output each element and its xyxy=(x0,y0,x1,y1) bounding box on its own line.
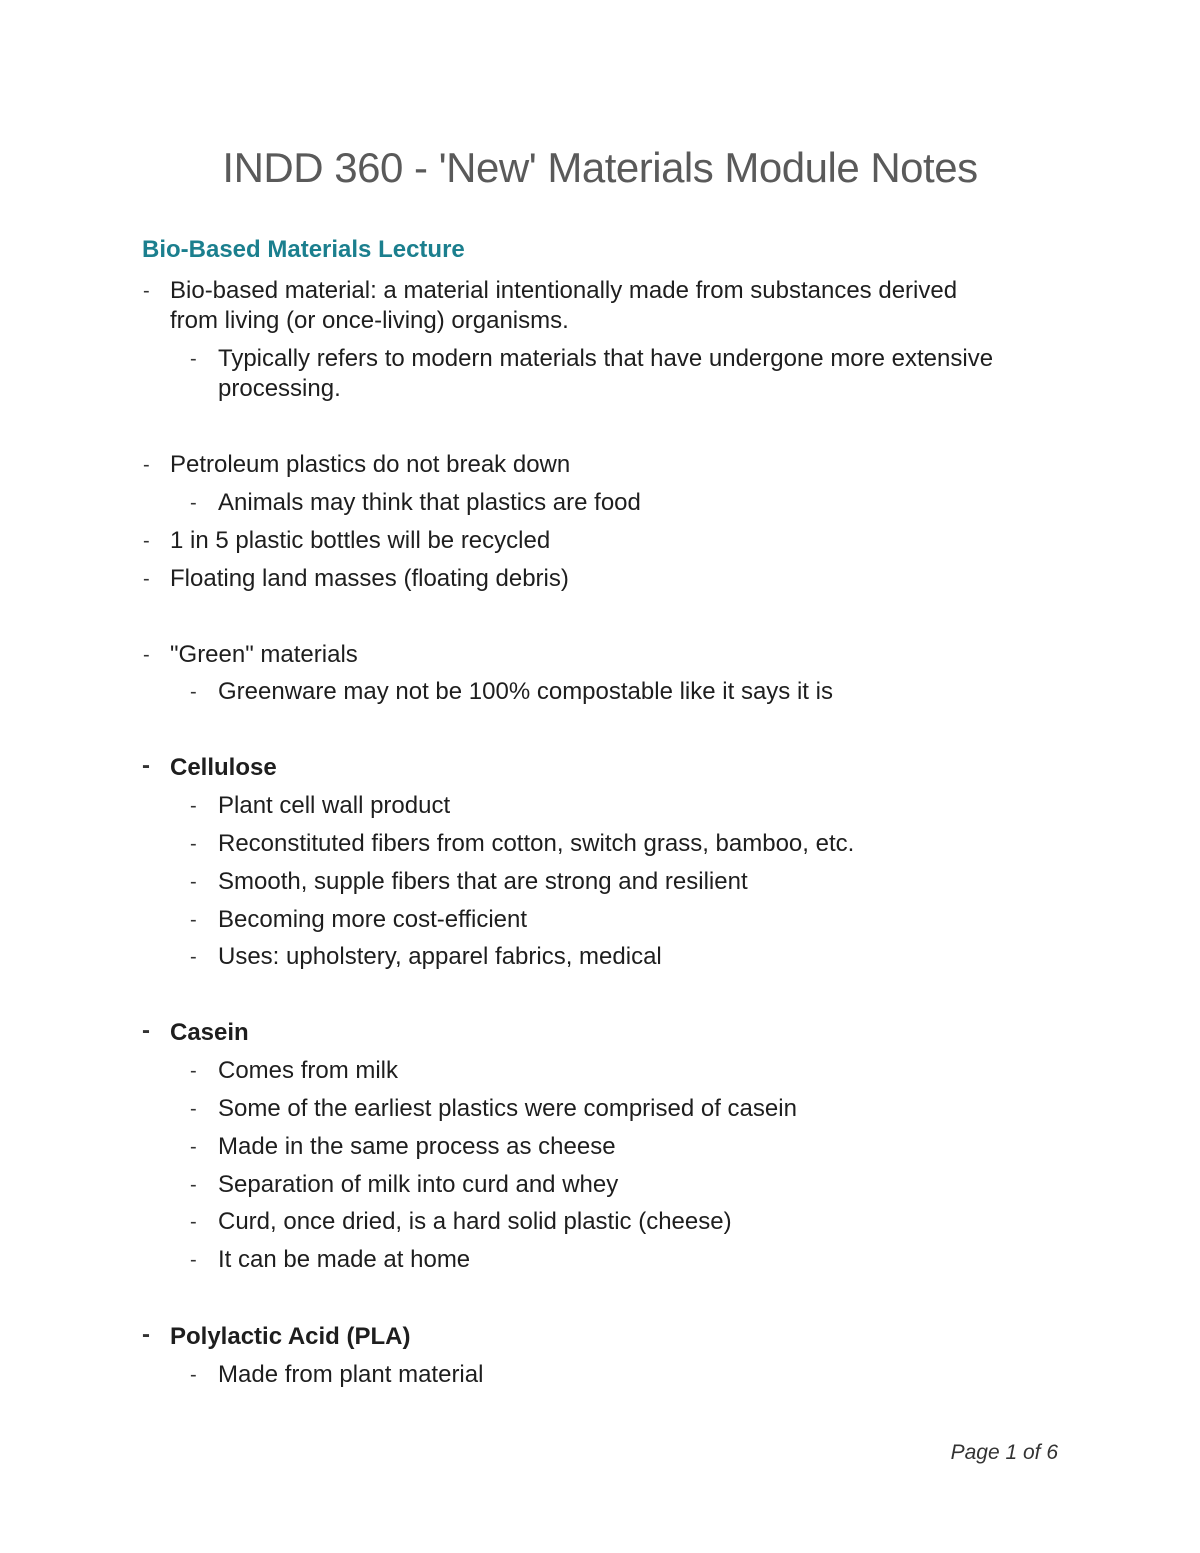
bullet-dash: - xyxy=(190,1211,197,1233)
bullet-dash: - xyxy=(190,909,197,931)
list-item-text: Typically refers to modern materials that have undergone more extensive xyxy=(218,345,994,372)
list-subitem xyxy=(190,829,855,859)
list-item-text: Separation of milk into curd and whey xyxy=(218,1171,619,1198)
list-subitem xyxy=(190,905,528,935)
list-item-text: Made from plant material xyxy=(218,1361,484,1388)
list-heading-cellulose xyxy=(142,752,277,783)
document-title: INDD 360 - 'New' Materials Module Notes xyxy=(222,144,978,191)
list-item-text: Curd, once dried, is a hard solid plastic (cheese) xyxy=(218,1208,732,1235)
list-item-text: Comes from milk xyxy=(218,1057,399,1084)
list-item-text: "Green" materials xyxy=(170,641,358,668)
list-item-text: Becoming more cost-efficient xyxy=(218,906,528,933)
list-subitem xyxy=(190,1132,616,1162)
section-heading: Bio-Based Materials Lecture xyxy=(142,236,465,263)
list-subitem xyxy=(190,488,641,518)
list-item-text: Reconstituted fibers from cotton, switch grass, bamboo, etc. xyxy=(218,830,855,857)
list-item xyxy=(143,276,958,306)
bullet-dash: - xyxy=(190,795,197,817)
list-heading-text: Casein xyxy=(170,1019,249,1046)
list-item-text: Some of the earliest plastics were comprised of casein xyxy=(218,1095,797,1122)
list-subitem xyxy=(190,344,994,374)
list-item-text: Petroleum plastics do not break down xyxy=(170,451,571,478)
list-item-text: Smooth, supple fibers that are strong and resilient xyxy=(218,868,748,895)
list-subitem xyxy=(190,942,662,972)
list-item-text: It can be made at home xyxy=(218,1246,471,1273)
list-item xyxy=(143,450,571,480)
list-heading-casein xyxy=(142,1017,249,1048)
list-item-text: from living (or once-living) organisms. xyxy=(170,307,569,334)
bullet-dash: - xyxy=(143,454,150,476)
list-subitem xyxy=(190,1056,399,1086)
bullet-dash: - xyxy=(190,833,197,855)
list-item-text: Greenware may not be 100% compostable like it says it is xyxy=(218,678,833,705)
bullet-dash: - xyxy=(143,530,150,552)
list-subitem-continuation xyxy=(218,374,341,404)
bullet-dash: - xyxy=(142,1017,150,1044)
list-item-text: Bio-based material: a material intentionally made from substances derived xyxy=(170,277,958,304)
bullet-dash: - xyxy=(143,568,150,590)
list-subitem xyxy=(190,677,833,707)
bullet-dash: - xyxy=(190,348,197,370)
bullet-dash: - xyxy=(143,280,150,302)
list-subitem xyxy=(190,867,748,897)
list-subitem xyxy=(190,1094,797,1124)
list-item-text: Plant cell wall product xyxy=(218,792,451,819)
list-subitem xyxy=(190,791,451,821)
list-item-continuation xyxy=(170,306,569,336)
page-number: Page 1 of 6 xyxy=(950,1441,1058,1464)
list-item-text: Floating land masses (floating debris) xyxy=(170,565,569,592)
bullet-dash: - xyxy=(190,1249,197,1271)
bullet-dash: - xyxy=(142,752,150,779)
bullet-dash: - xyxy=(143,644,150,666)
bullet-dash: - xyxy=(190,871,197,893)
bullet-dash: - xyxy=(190,946,197,968)
bullet-dash: - xyxy=(190,1060,197,1082)
list-subitem xyxy=(190,1207,732,1237)
list-item xyxy=(143,564,569,594)
list-item-text: Made in the same process as cheese xyxy=(218,1133,616,1160)
bullet-dash: - xyxy=(190,492,197,514)
list-subitem xyxy=(190,1170,619,1200)
list-heading-text: Polylactic Acid (PLA) xyxy=(170,1323,411,1350)
list-heading-text: Cellulose xyxy=(170,754,277,781)
list-item-text: 1 in 5 plastic bottles will be recycled xyxy=(170,527,551,554)
list-item-text: processing. xyxy=(218,375,341,402)
bullet-dash: - xyxy=(190,1098,197,1120)
bullet-dash: - xyxy=(190,1136,197,1158)
list-item-text: Animals may think that plastics are food xyxy=(218,489,641,516)
list-subitem xyxy=(190,1245,471,1275)
bullet-dash: - xyxy=(142,1321,150,1348)
bullet-dash: - xyxy=(190,1174,197,1196)
list-item xyxy=(143,526,551,556)
bullet-dash: - xyxy=(190,1364,197,1386)
list-heading-pla xyxy=(142,1321,411,1352)
list-item xyxy=(143,640,358,670)
bullet-dash: - xyxy=(190,681,197,703)
list-item-text: Uses: upholstery, apparel fabrics, medical xyxy=(218,943,662,970)
list-subitem xyxy=(190,1360,484,1390)
